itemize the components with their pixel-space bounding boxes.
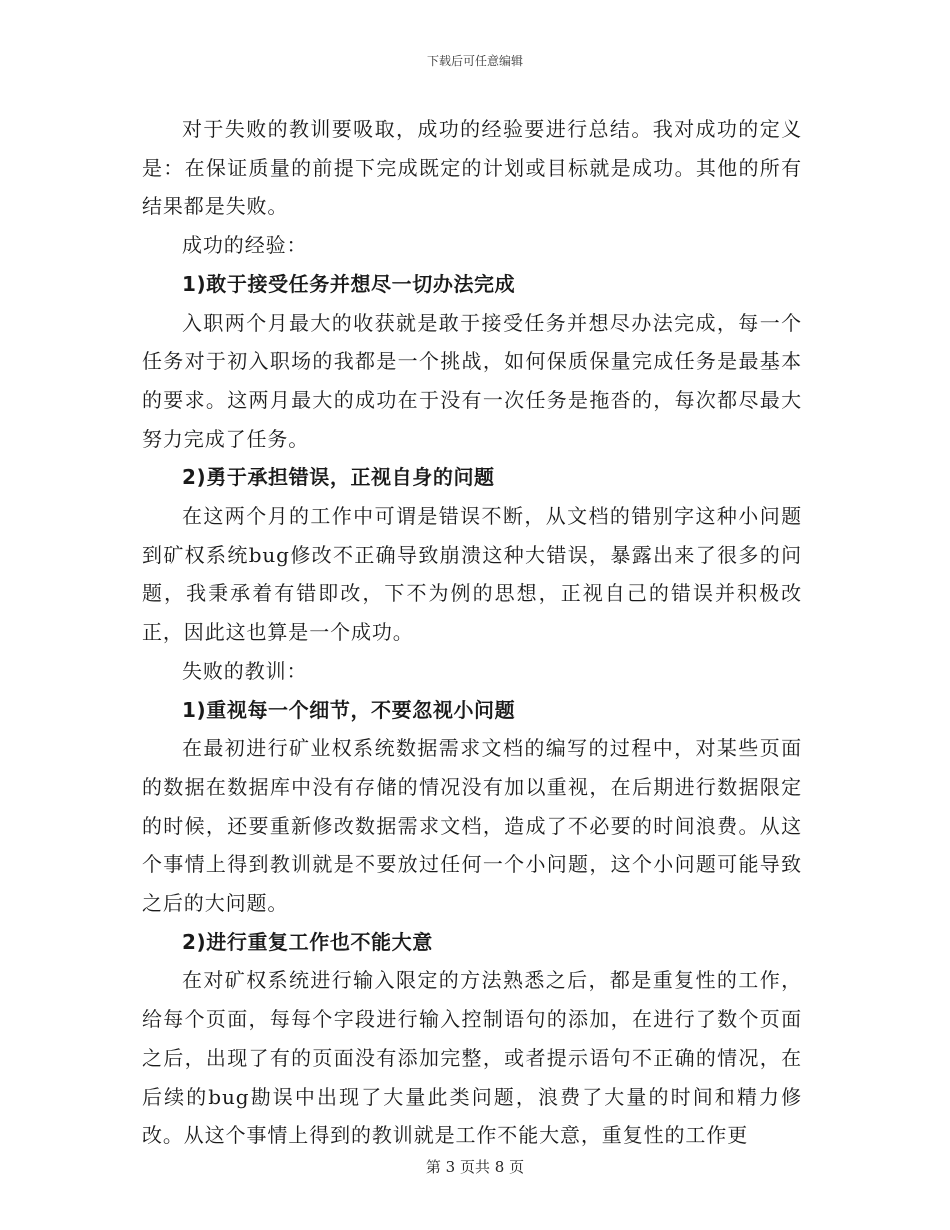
failure-heading-2: 2)进行重复工作也不能大意 (182, 929, 433, 954)
success-section-label: 成功的经验： (182, 233, 308, 258)
failure-paragraph-2: 在对矿权系统进行输入限定的方法熟悉之后，都是重复性的工作，给每个页面，每每个字段进行输入控制语句的添加，在进行了数个页面之后，出现了有的页面没有添加完整，或者提示语句不正确的情况，在后续的bug勘误中出现了大量此类问题，浪费了大量的时间和精力修改。从这个事情上得到的教训就是工作不能大意，重复性的工作更 (142, 968, 802, 1148)
document-body (142, 110, 802, 1155)
page-header: 下载后可任意编辑 (426, 54, 523, 68)
success-paragraph-2: 在这两个月的工作中可谓是错误不断，从文档的错别字这种小问题到矿权系统bug修改不正确导致崩溃这种大错误，暴露出来了很多的问题，我秉承着有错即改，下不为例的思想，正视自己的错误并积极改正，因此这也算是一个成功。 (142, 504, 802, 645)
intro-paragraph: 对于失败的教训要吸取，成功的经验要进行总结。我对成功的定义是：在保证质量的前提下完成既定的计划或目标就是成功。其他的所有结果都是失败。 (142, 117, 802, 219)
success-heading-1: 1)敢于接受任务并想尽一切办法完成 (182, 271, 516, 296)
page-number-footer: 第 3 页共 8 页 (425, 1158, 525, 1176)
failure-heading-1: 1)重视每一个细节，不要忽视小问题 (182, 697, 516, 722)
success-heading-2: 2)勇于承担错误，正视自身的问题 (182, 465, 495, 490)
failure-section-label: 失败的教训： (182, 658, 308, 683)
failure-paragraph-1: 在最初进行矿业权系统数据需求文档的编写的过程中，对某些页面的数据在数据库中没有存储的情况没有加以重视，在后期进行数据限定的时候，还要重新修改数据需求文档，造成了不必要的时间浪费。从这个事情上得到教训就是不要放过任何一个小问题，这个小问题可能导致之后的大问题。 (142, 736, 802, 916)
success-paragraph-1: 入职两个月最大的收获就是敢于接受任务并想尽办法完成，每一个任务对于初入职场的我都是一个挑战，如何保质保量完成任务是最基本的要求。这两月最大的成功在于没有一次任务是拖沓的，每次都尽最大努力完成了任务。 (142, 310, 802, 451)
